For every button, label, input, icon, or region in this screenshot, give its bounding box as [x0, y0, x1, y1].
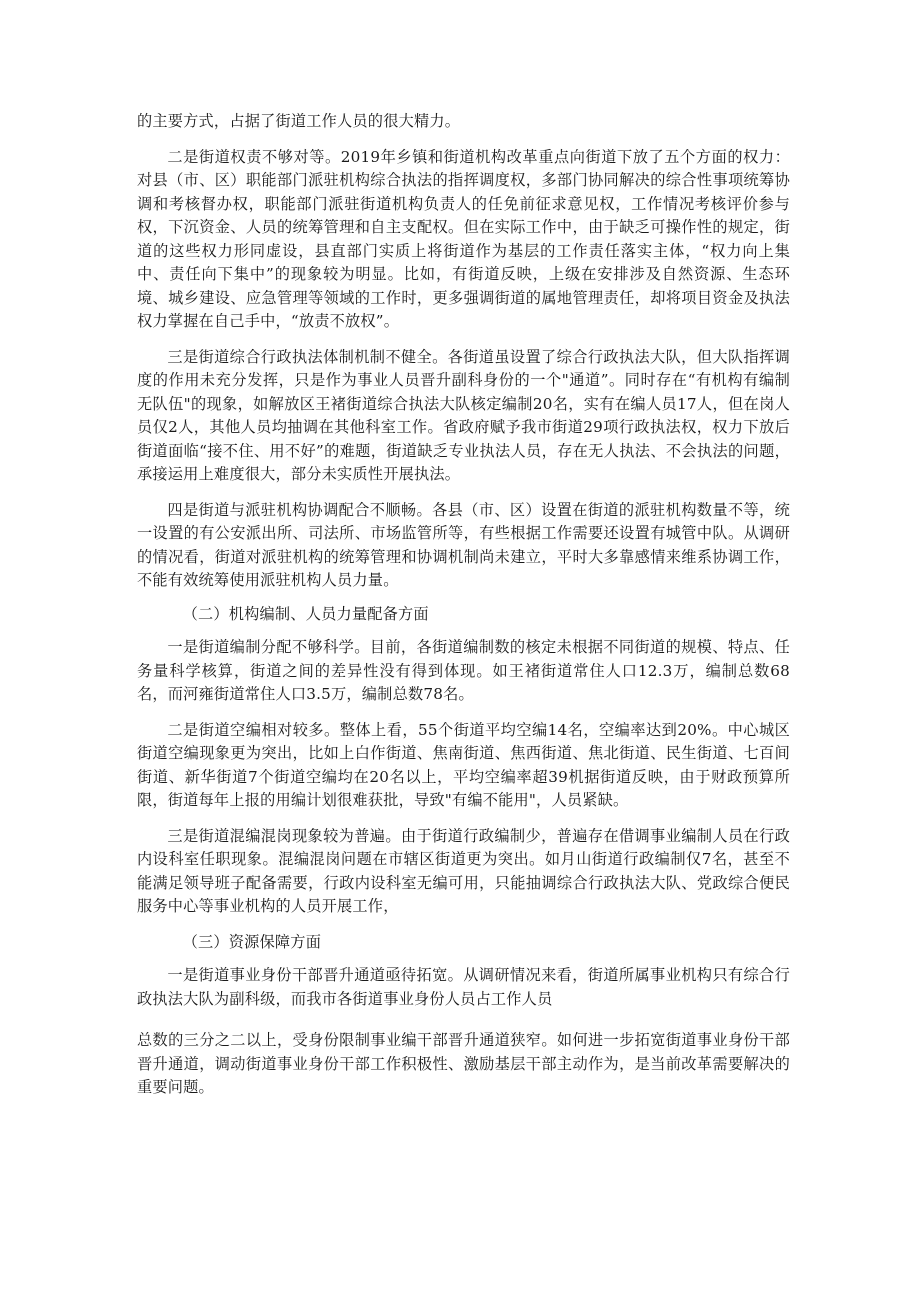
paragraph-promotion-continuation: [137, 1029, 790, 1100]
document-page: [137, 110, 790, 1100]
paragraph-staffing-allocation: [137, 636, 790, 707]
paragraph-text: 目前，各街道编制数的核定未根据不同街道的规模、特点、任务量科学核算，街道之间的差异性没有得到体现。如王褚街道常住人口12.3万，编制总数68名，而河雍街道常住人口3.5万，编制总数78名。: [137, 638, 790, 703]
paragraph-promotion-channel: [137, 964, 790, 1011]
paragraph-continuation: [137, 110, 790, 134]
paragraph-dispatched-agencies: [137, 499, 790, 593]
paragraph-lead: 一是街道事业身份干部晋升通道亟待拓宽。: [167, 966, 464, 984]
paragraph-text: 从调研情况来看，街道所属事业机构只有综合行政执法大队为副科级，而我市各街道事业身份人员占工作人员: [137, 966, 790, 1008]
paragraph-lead: 四是街道与派驻机构协调配合不顺畅。: [167, 500, 433, 519]
section-heading-staffing: （二）机构编制、人员力量配备方面: [182, 604, 429, 623]
paragraph-vacancies: [137, 719, 790, 813]
paragraph-lead: 三是街道混编混岗现象较为普遍。: [167, 826, 401, 845]
paragraph-text: 2019年乡镇和街道机构改革重点向街道下放了五个方面的权力：对县（市、区）职能部门派驻机构综合执法的指挥调度权，多部门协同解决的综合性事项统筹协调和考核督办权，职能部门派驻街道机构负责人的任免前征求意见权，工作情况考核评价参与权，下沉资金、人员的统筹管理和自主支配权。但在实际工作中，由于缺乏可操作性的规定，街道的这些权力形同虚设，县直部门实质上将街道作为基层的工作责任落实主体，“权力向上集中、责任向下集中”的现象较为明显。比如，有街道反映，上级在安排涉及自然资源、生态环境、城乡建设、应急管理等领域的工作时，更多强调街道的属地管理责任，却将项目资金及执法权力掌握在自己手中，“放责不放权”。: [137, 147, 790, 330]
paragraph-text: 各县（市、区）设置在街道的派驻机构数量不等，统一设置的有公安派出所、司法所、市场监管所等，有些根据工作需要还设置有城管中队。从调研的情况看，街道对派驻机构的统筹管理和协调机制尚未建立，平时大多靠感情来维系协调工作，不能有效统筹使用派驻机构人员力量。: [137, 500, 790, 589]
paragraph-text: 总数的三分之二以上，受身份限制事业编干部晋升通道狭窄。如何进一步拓宽街道事业身份干部晋升通道，调动街道事业身份干部工作积极性、激励基层干部主动作为，是当前改革需要解决的重要问题。: [137, 1031, 790, 1096]
paragraph-power-responsibility: [137, 146, 790, 334]
paragraph-enforcement-system: [137, 346, 790, 487]
paragraph-text: 的主要方式，占据了街道工作人员的很大精力。: [137, 112, 461, 130]
section-heading-resources: （三）资源保障方面: [182, 932, 322, 951]
paragraph-lead: 二是街道权责不够对等。: [167, 147, 341, 166]
paragraph-lead: 二是街道空编相对较多。: [167, 720, 340, 739]
paragraph-text: 整体上看，55个街道平均空编14名，空编率达到20%。中心城区街道空编现象更为突出，比如上白作街道、焦南街道、焦西街道、焦北街道、民生街道、七百间街道、新华街道7个街道空编均在20名以上，平均空编率超39机据街道反映，由于财政预算所限，街道每年上报的用编计划很难获批，导致"有编不能用"，人员紧缺。: [137, 720, 791, 809]
paragraph-mixed-posts: [137, 825, 790, 919]
paragraph-text: 各街道虽设置了综合行政执法大队，但大队指挥调度的作用未充分发挥，只是作为事业人员晋升副科身份的一个"通道”。同时存在“有机构有编制无队伍"的现象，如解放区王褚街道综合执法大队核定编制20名，实有在编人员17人，但在岗人员仅2人，其他人员均抽调在其他科室工作。省政府赋予我市街道29项行政执法权，权力下放后街道面临“接不住、用不好”的难题，街道缺乏专业执法人员，存在无人执法、不会执法的问题，承接运用上难度很大，部分未实质性开展执法。: [137, 347, 790, 483]
paragraph-lead: 一是街道编制分配不够科学。: [167, 638, 370, 656]
paragraph-lead: 三是街道综合行政执法体制机制不健全。: [167, 347, 448, 366]
paragraph-text: 由于街道行政编制少，普遍存在借调事业编制人员在行政内设科室任职现象。混编混岗问题在市辖区街道更为突出。如月山街道行政编制仅7名，甚至不能满足领导班子配备需要，行政内设科室无编可用，只能抽调综合行政执法大队、党政综合便民服务中心等事业机构的人员开展工作，: [137, 826, 791, 915]
